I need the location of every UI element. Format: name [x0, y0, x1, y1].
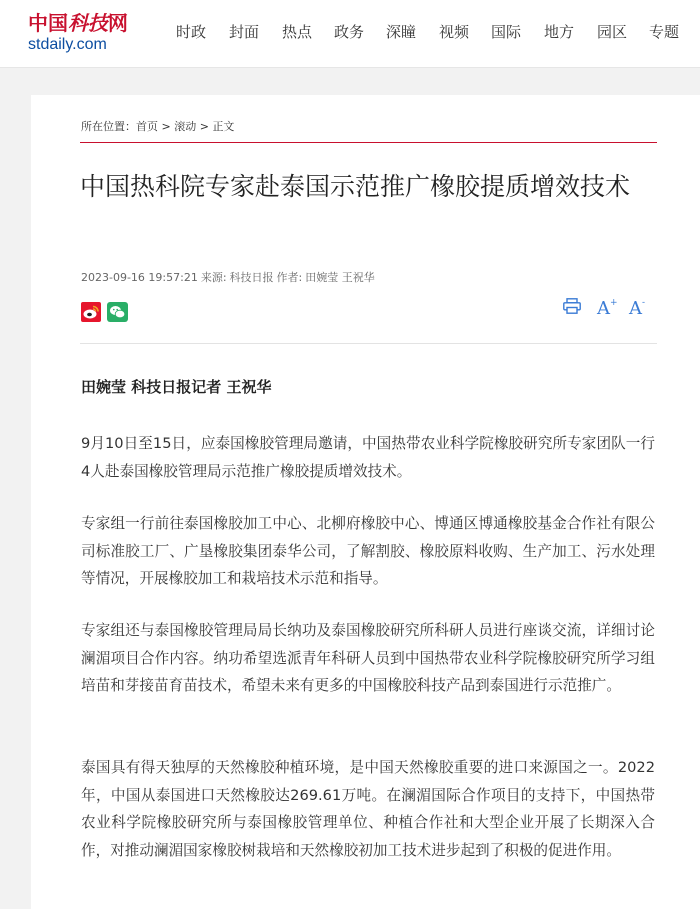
logo-chinese: [28, 12, 128, 34]
nav-item-international[interactable]: 国际: [491, 23, 522, 41]
site-logo[interactable]: [28, 12, 140, 56]
breadcrumb: [81, 120, 234, 134]
print-icon[interactable]: [563, 298, 581, 314]
logo-cn-script: 科技: [68, 11, 108, 35]
meta-divider: [80, 343, 657, 344]
breadcrumb-separator: >: [196, 120, 213, 133]
nav-item-government[interactable]: 政务: [334, 23, 365, 41]
font-decrease-letter: A: [629, 298, 642, 319]
nav-item-cover[interactable]: 封面: [229, 23, 260, 41]
font-decrease-mark: -: [642, 298, 646, 308]
publish-datetime: 2023-09-16 19:57:21: [81, 271, 198, 284]
font-increase-icon[interactable]: [597, 295, 618, 319]
article-paragraph: 专家组一行前往泰国橡胶加工中心、北柳府橡胶中心、博通区博通橡胶基金合作社有限公司标准胶工厂、广垦橡胶集团泰华公司，了解割胶、橡胶原料收购、生产加工、污水处理等情况，开展橡胶加工和栽培技术示范和指导。: [81, 515, 655, 587]
article-card: [31, 95, 700, 909]
nav-item-insight[interactable]: 深瞳: [386, 23, 417, 41]
logo-cn-main: 中国: [28, 11, 68, 35]
nav-item-video[interactable]: 视频: [439, 23, 470, 41]
source-name: 科技日报: [229, 271, 274, 284]
article-title: 中国热科院专家赴泰国示范推广橡胶提质增效技术: [80, 172, 631, 201]
author-label: 作者:: [276, 271, 303, 284]
nav-item-local[interactable]: 地方: [544, 23, 575, 41]
nav-item-parks[interactable]: 园区: [597, 23, 628, 41]
breadcrumb-current: 正文: [212, 120, 235, 133]
author-names: 田婉莹 王祝华: [305, 271, 375, 284]
logo-cn-end: 网: [108, 11, 128, 35]
article-paragraph: 专家组还与泰国橡胶管理局局长纳功及泰国橡胶研究所科研人员进行座谈交流，详细讨论澜湄项目合作内容。纳功希望选派青年科研人员到中国热带农业科学院橡胶研究所学习组培苗和芽接苗育苗技术，希望未来有更多的中国橡胶科技产品到泰国进行示范推广。: [81, 622, 655, 694]
font-increase-mark: +: [610, 298, 618, 308]
nav-item-politics[interactable]: 时政: [176, 23, 207, 41]
article-paragraph: 9月10日至15日，应泰国橡胶管理局邀请，中国热带农业科学院橡胶研究所专家团队一行4人赴泰国橡胶管理局示范推广橡胶提质增效技术。: [81, 435, 655, 480]
logo-domain: stdaily.com: [28, 36, 107, 53]
site-header: [0, 0, 700, 68]
wechat-icon[interactable]: [107, 302, 128, 322]
breadcrumb-label: 所在位置：: [81, 120, 136, 133]
nav-item-hot[interactable]: 热点: [282, 23, 313, 41]
weibo-icon[interactable]: [81, 302, 101, 322]
article-byline: 田婉莹 科技日报记者 王祝华: [81, 378, 272, 396]
breadcrumb-separator: >: [158, 120, 175, 133]
font-increase-letter: A: [597, 298, 610, 319]
nav-item-topics[interactable]: 专题: [649, 23, 680, 41]
source-label: 来源:: [200, 271, 227, 284]
breadcrumb-home[interactable]: 首页: [136, 120, 158, 133]
breadcrumb-divider: [80, 142, 657, 143]
font-decrease-icon[interactable]: [629, 295, 645, 319]
article-meta: [81, 271, 378, 285]
article-paragraph: 泰国具有得天独厚的天然橡胶种植环境，是中国天然橡胶重要的进口来源国之一。2022年，中国从泰国进口天然橡胶达269.61万吨。在澜湄国际合作项目的支持下，中国热带农业科学院橡胶研究所与泰国橡胶管理单位、种植合作社和大型企业开展了长期深入合作，对推动澜湄国家橡胶树栽培和天然橡胶初加工技术进步起到了积极的促进作用。: [81, 759, 655, 859]
breadcrumb-section[interactable]: 滚动: [174, 120, 197, 133]
